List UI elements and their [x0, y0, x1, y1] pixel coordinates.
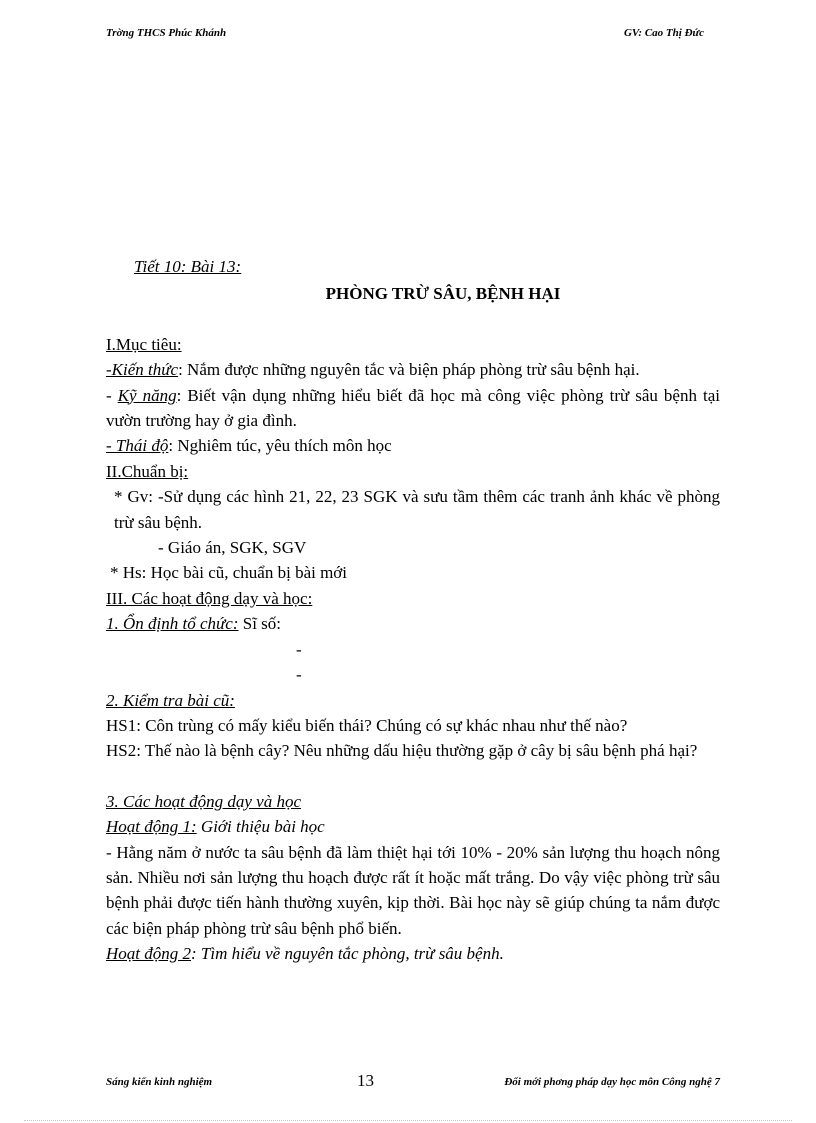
preparation-heading: II.Chuẩn bị: — [106, 461, 189, 481]
teacher-prep-line: * Gv: -Sử dụng các hình 21, 22, 23 SGK và sưu tầm thêm các tranh ảnh khác về phòng trừ sâu bệnh. — [114, 487, 720, 532]
footer-left: Sáng kiến kinh nghiệm — [106, 1076, 213, 1088]
activity-1-label: Hoạt động 1: — [106, 817, 197, 837]
page-number: 13 — [357, 1071, 374, 1090]
document-body — [106, 254, 720, 967]
activity-2-label: Hoạt động 2 — [106, 944, 191, 964]
dash-line-1: - — [296, 639, 302, 659]
review-question-2: HS2: Thế nào là bệnh cây? Nêu những dấu hiệu thường gặp ở cây bị sâu bệnh phá hại? — [106, 741, 698, 761]
organization-line — [106, 611, 720, 636]
footer-right: Đổi mới phơng pháp dạy học môn Công nghệ 7 — [504, 1076, 720, 1088]
student-prep-line: * Hs: Học bài cũ, chuẩn bị bài mới — [110, 563, 348, 583]
dash-line-2: - — [296, 665, 302, 685]
attitude-text: : Nghiêm túc, yêu thích môn học — [168, 436, 392, 456]
activity-2-title: : Tìm hiểu về nguyên tắc phòng, trừ sâu bệnh. — [191, 944, 504, 964]
attitude-label: - Thái độ — [106, 436, 169, 456]
skill-line — [106, 383, 720, 434]
review-heading: 2. Kiểm tra bài cũ: — [106, 690, 235, 710]
page-bottom-rule — [24, 1120, 792, 1121]
page-footer — [106, 1071, 720, 1094]
skill-prefix: - — [106, 385, 118, 405]
page-title: PHÒNG TRỪ SÂU, BỆNH HẠI — [325, 284, 561, 304]
knowledge-text: : Nắm được những nguyên tắc và biện pháp phòng trừ sâu bệnh hại. — [178, 360, 640, 380]
activity-1-line — [106, 814, 720, 839]
teaching-activities-heading: 3. Các hoạt động dạy và học — [106, 791, 301, 811]
skill-label: Kỹ năng — [117, 385, 177, 405]
activity-1-title: Giới thiệu bài học — [196, 817, 325, 837]
skill-text: : Biết vận dụng những hiểu biết đã học mà công việc phòng trừ sâu bệnh tại vườn trường hay ở gia đình. — [106, 385, 720, 431]
organization-text: Sĩ số: — [238, 614, 282, 634]
activity-1-text: - Hằng năm ở nước ta sâu bệnh đã làm thiệt hại tới 10% - 20% sản lượng thu hoạch nông sản. Nhiều nơi sản lượng thu hoạch được rất ít hoặc mất trắng. Do vậy việc phòng trừ sâu bệnh phải được tiến hành thường xuyên, kịp thời. Bài học này sẽ giúp chúng ta nắm được các biện pháp phòng trừ sâu bệnh phổ biến. — [106, 842, 720, 938]
objectives-heading: I.Mục tiêu: — [106, 334, 182, 354]
header-school: Trờng THCS Phúc Khánh — [106, 27, 227, 39]
teacher-prep-line2: - Giáo án, SGK, SGV — [158, 538, 307, 558]
organization-label: 1. Ổn định tổ chức: — [106, 614, 239, 634]
attitude-line — [106, 433, 720, 458]
review-question-1: HS1: Côn trùng có mấy kiểu biến thái? Chúng có sự khác nhau như thế nào? — [106, 715, 628, 735]
lesson-label: Tiết 10: Bài 13: — [134, 257, 242, 276]
knowledge-label: -Kiến thức — [106, 360, 179, 380]
activity-2-line — [106, 941, 720, 966]
activities-heading: III. Các hoạt động dạy và học: — [106, 588, 313, 608]
header-teacher: GV: Cao Thị Đức — [623, 27, 704, 39]
knowledge-line — [106, 357, 720, 382]
